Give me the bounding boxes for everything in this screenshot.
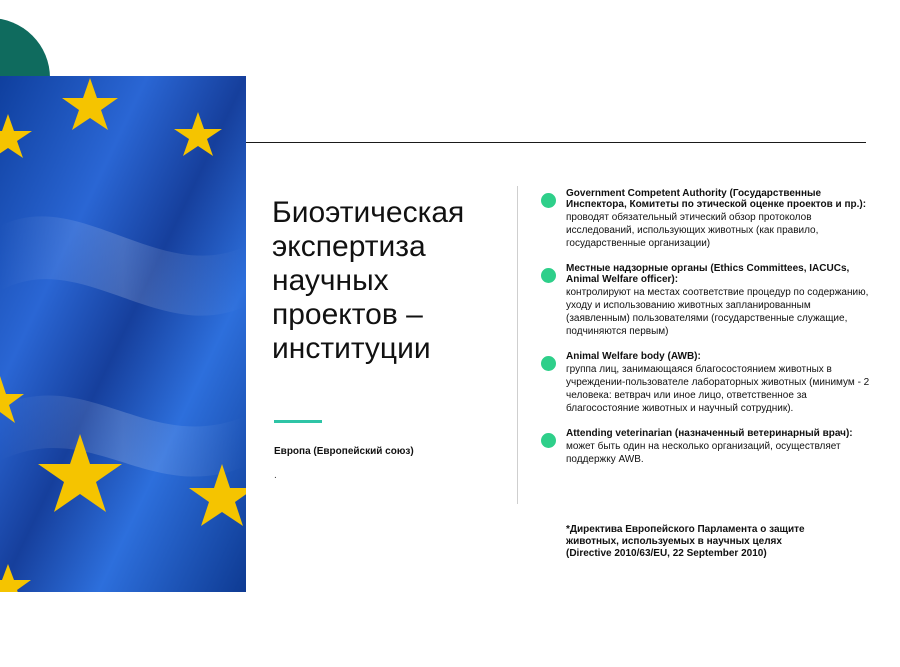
list-item-title: Местные надзорные органы (Ethics Committees, IACUCs, Animal Welfare officer): <box>566 263 850 285</box>
accent-line <box>274 420 322 423</box>
list-item-title: Attending veterinarian (назначенный ветеринарный врач): <box>566 428 853 439</box>
eu-flag-image <box>0 76 246 592</box>
vertical-separator <box>517 186 518 504</box>
list-item-body: группа лиц, занимающаяся благосостоянием животных в учреждении-пользователе лабораторных животных (минимум - 2 человека: ветврач или иное лицо, ответственное за благосостояние животных и научный сотрудник). <box>566 364 870 414</box>
top-divider <box>246 142 866 143</box>
stray-dot: . <box>274 470 277 481</box>
list-item-body: может быть один на несколько организаций, осуществляет поддержку AWB. <box>566 441 841 465</box>
bullet-dot-icon <box>541 193 556 208</box>
directive-footnote: *Директива Европейского Парламента о защите животных, используемых в научных целях (Directive 2010/63/EU, 22 September 2010) <box>566 524 805 559</box>
page-title: Биоэтическая экспертиза научных проектов – институции <box>272 196 465 365</box>
list-item-body: контролируют на местах соответствие процедур по содержанию, уходу и использованию животных запланированным (заявленным) пользователями (государственные служащие, подчиняются первым) <box>566 287 869 337</box>
list-item-body: проводят обязательный этический обзор протоколов исследований, использующих животных (как правило, государственные организации) <box>566 212 819 249</box>
list-item <box>541 428 871 466</box>
bullet-dot-icon <box>541 433 556 448</box>
list-item <box>541 263 871 338</box>
list-item-title: Animal Welfare body (AWB): <box>566 351 701 362</box>
institutions-list <box>541 188 871 479</box>
region-subtitle: Европа (Европейский союз) <box>274 446 414 457</box>
list-item <box>541 351 871 415</box>
list-item-title: Government Competent Authority (Государственные Инспектора, Комитеты по этической оценке проектов и пр.): <box>566 188 867 210</box>
bullet-dot-icon <box>541 268 556 283</box>
bullet-dot-icon <box>541 356 556 371</box>
list-item <box>541 188 871 250</box>
